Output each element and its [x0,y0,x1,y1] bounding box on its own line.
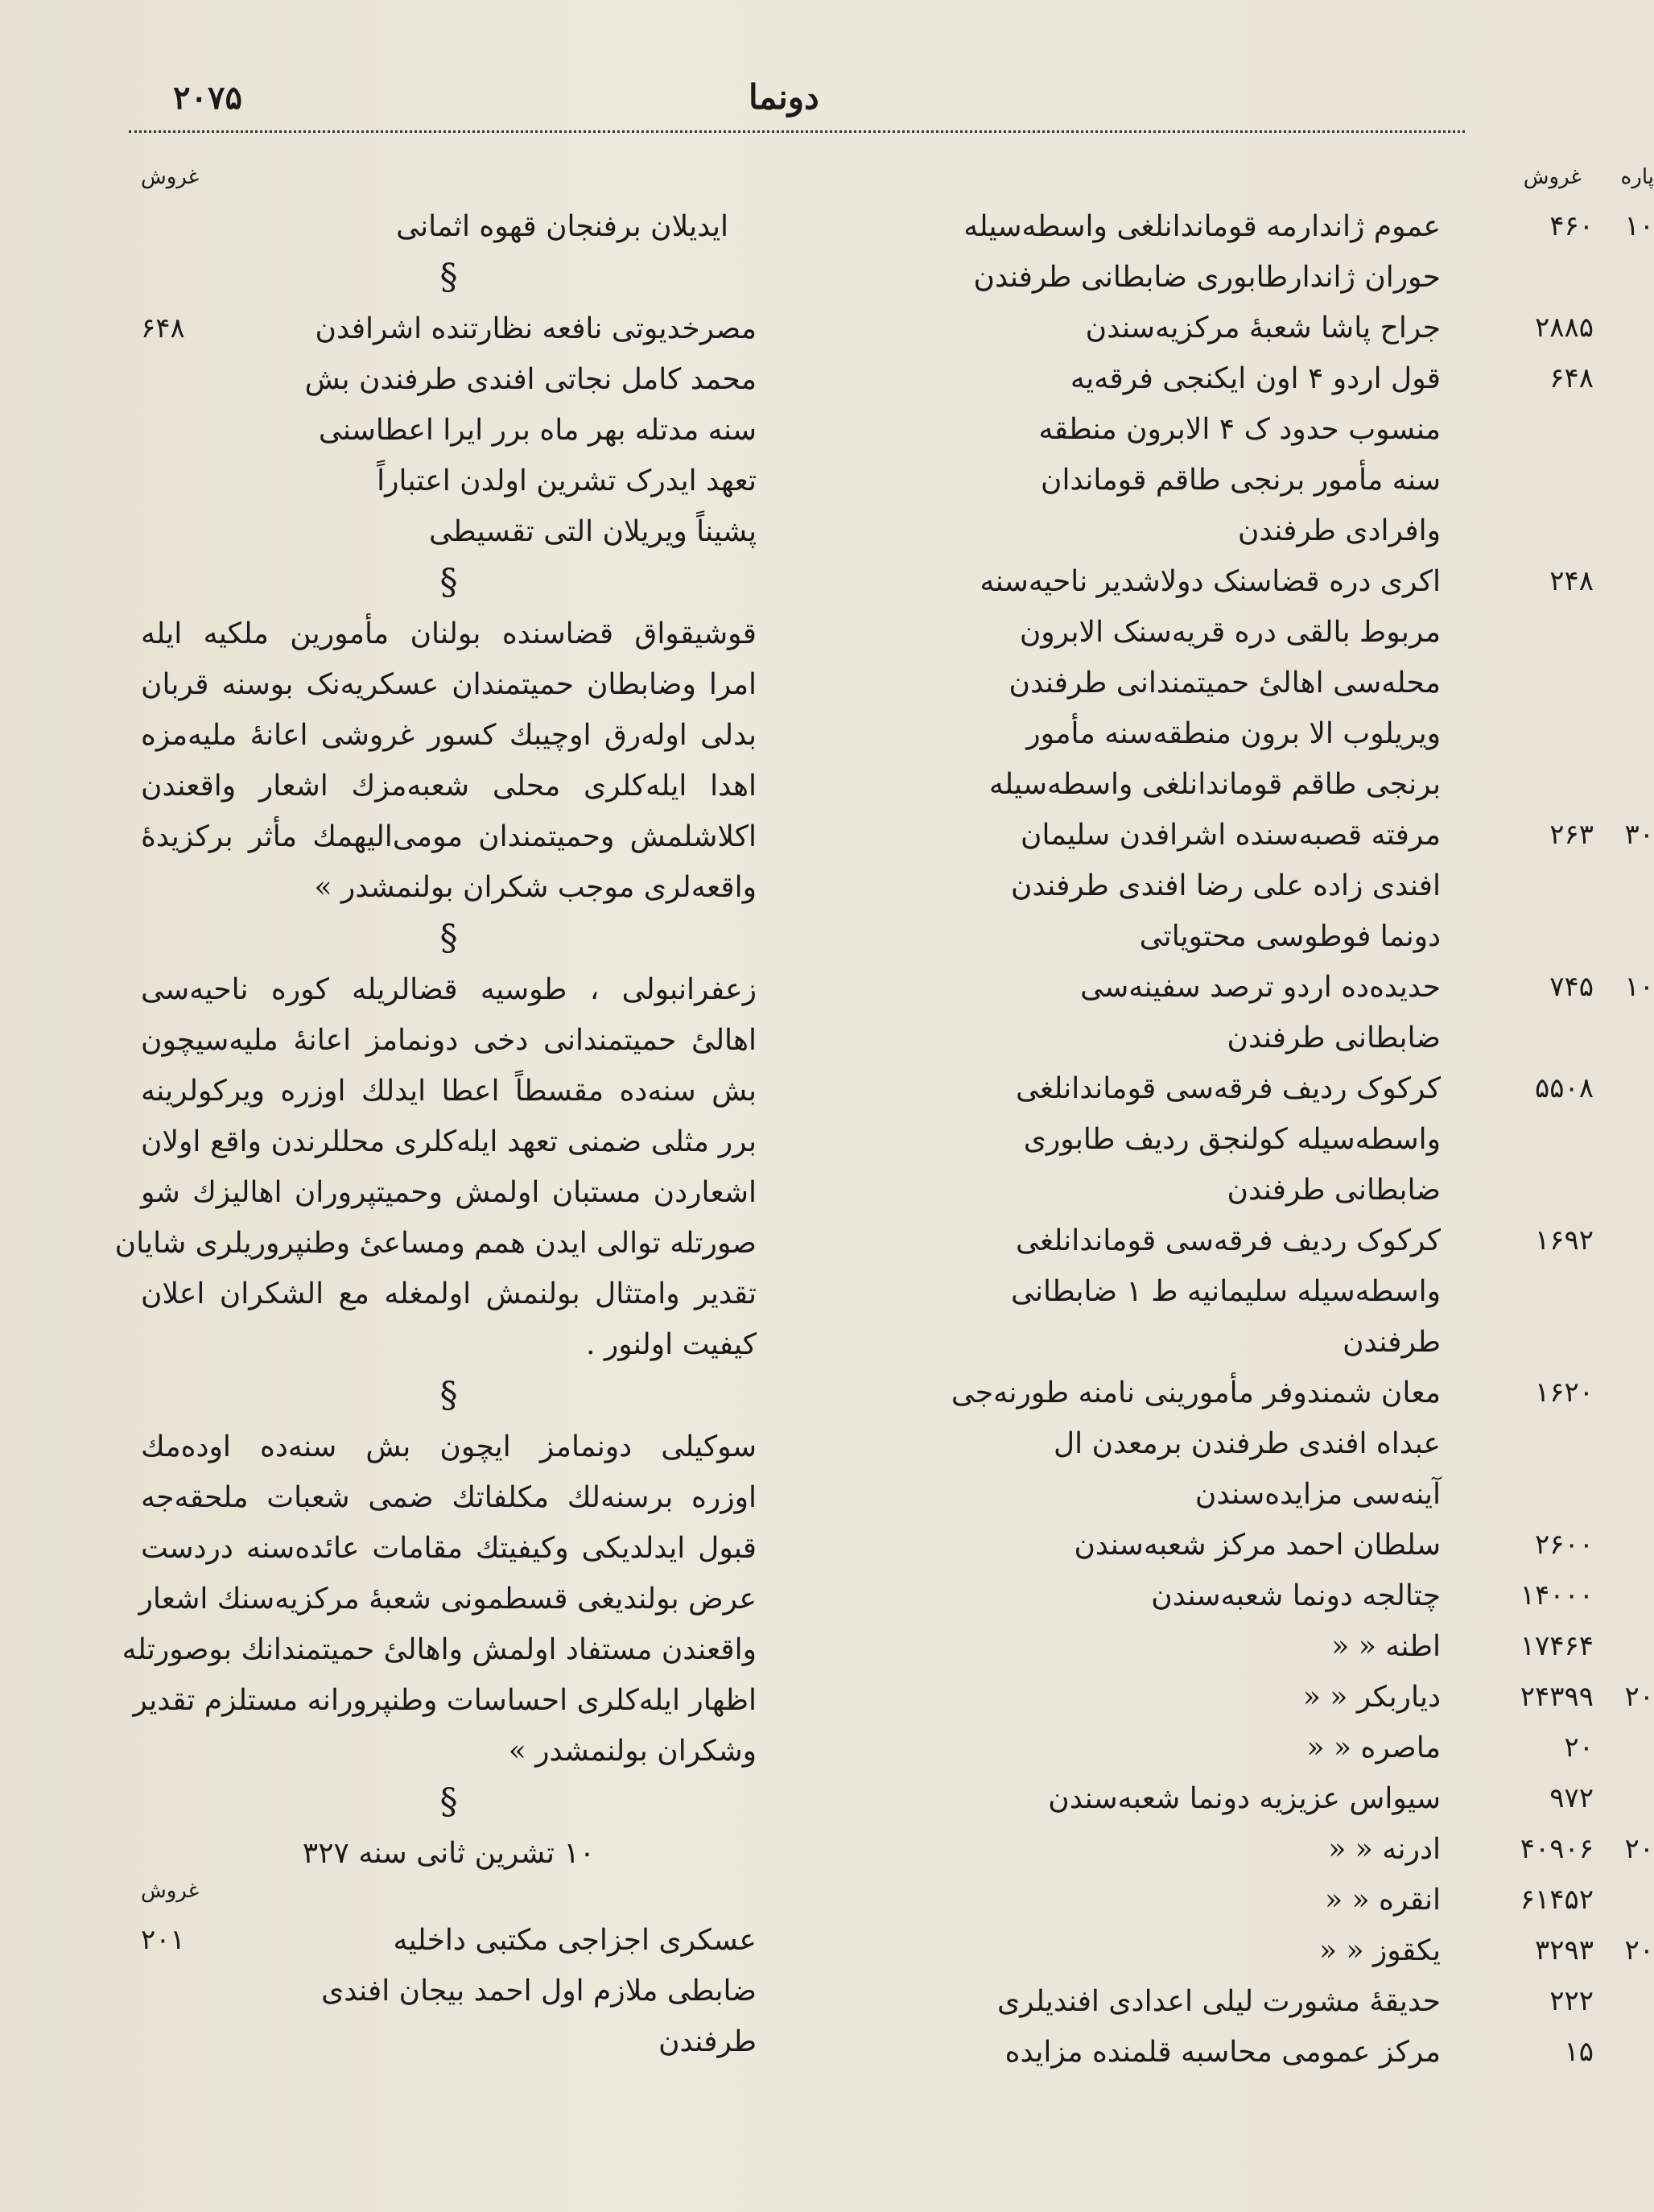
para-heading: پاره [1620,165,1654,189]
entry-line: واسطه‌سیله سلیمانیه ط ۱ ضابطانی [1010,1275,1441,1308]
text-line: ضابطی ملازم اول احمد بیجان افندی [321,1975,757,2008]
entry-para [1606,1368,1654,1418]
date-line: ۱۰ تشرین ثانی سنه ۳۲۷ [302,1837,596,1870]
entry-amount: ۲۴۸ [1549,565,1594,597]
left-column-header [141,157,757,201]
entry-para [1606,1875,1654,1925]
ledger-entry [829,556,1594,810]
entry-line: دیاربکر « « [1302,1681,1441,1714]
entry-para [1606,1570,1654,1621]
text-line: عرض بولندیغی قسطمونی شعبهٔ مرکزیه‌سنك اشعار [138,1583,757,1616]
entry-para [1606,1621,1654,1672]
entry-amount: ۶۱۴۵۲ [1520,1884,1594,1916]
ledger-entry [829,2027,1594,2078]
entry-line: ضابطانی طرفندن [1227,1174,1441,1207]
text-line: محمد کامل نجاتی افندی طرفندن بش [304,363,757,396]
text-line: تعهد ایدرک تشرین اولدن اعتباراً [377,464,757,497]
entry-text [245,1915,757,2067]
entry-line: ضابطانی طرفندن [1227,1021,1441,1054]
text-line: اوزره برسنه‌لك مکلفاتك ضمی شعبات ملحقه‌جه [141,1481,757,1514]
text-line: قوشیقواق قضاسنده بولنان مأمورین ملکیه ایله [141,617,757,650]
entry-para [1606,1976,1654,2027]
entry-amount: ۹۷۲ [1549,1782,1594,1814]
paragraph-1 [141,609,757,913]
entry-amount: ۱۴۰۰۰ [1520,1579,1594,1612]
left-entry-1 [141,303,757,557]
entry-line: معان شمندوفر مأمورینی نامنه طورنه‌جی [951,1376,1441,1409]
entry-para: ۲۰ [1624,1934,1654,1966]
entry-line: اطنه « « [1331,1630,1441,1663]
text-line: اظهار ایله‌کلری احساسات وطنپرورانه مستلزم تقدیر [133,1684,757,1717]
text-line: پشیناً ویریلان التی تقسیطی [429,515,757,548]
entry-line: عموم ژاندارمه قوماندانلغی واسطه‌سیله [963,210,1441,243]
entry-para [1606,353,1654,404]
entry-amount: ۷۴۵ [1549,971,1594,1003]
entry-amount: ۴۶۰ [1549,210,1594,242]
left-entry-2 [141,1915,757,2067]
ledger-entry [829,1976,1594,2027]
section-mark: § [439,1375,458,1416]
entry-line: اکری دره قضاسنک دولاشدیر ناحیه‌سنه [980,565,1441,598]
entry-amount: ۵۵۰۸ [1534,1072,1594,1104]
entry-line: حوران ژاندارطابوری ضابطانی طرفندن [973,261,1441,294]
ledger-entry [829,1773,1594,1824]
entry-amount: ۱۶۹۲ [1534,1224,1594,1257]
text-line: زعفرانبولی ، طوسیه قضالریله کوره ناحیه‌سی [141,973,757,1006]
ledger-entry [829,1368,1594,1520]
header-divider [129,130,1465,133]
ledger-entry [829,201,1654,303]
text-line: عسکری اجزاجی مکتبی داخلیه [393,1924,757,1957]
entry-amount: ۲۴۳۹۹ [1520,1681,1594,1713]
entry-line: آینه‌سی مزایده‌سندن [1194,1478,1441,1511]
ledger-entry [829,1621,1594,1672]
entry-line: حدیده‌ده اردو ترصد سفینه‌سی [1080,971,1441,1004]
entry-line: طرفندن [1343,1326,1441,1359]
text-line: اهدا ایله‌کلری محلی شعبه‌مزك اشعار واقعندن [141,770,757,803]
text-line: اکلاشلمش وحمیتمندان مومی‌الیهمك مأثر برکزیدهٔ [141,820,757,853]
entry-line: واسطه‌سیله کولنجق ردیف طابوری [1023,1123,1441,1156]
text-line: طرفندن [658,2025,757,2058]
entry-line: جراح پاشا شعبهٔ مرکزیه‌سندن [1085,312,1441,345]
entry-text [245,303,757,557]
entry-amount: ۶۴۸ [141,312,185,345]
entry-amount: ۲۰ [1564,1731,1594,1764]
text-line: برر مثلی ضمنی تعهد ایله‌کلری محللرندن واقع اولان [141,1125,757,1158]
entry-para [1606,1063,1654,1114]
right-entries-list [829,201,1654,2078]
entry-amount: ۱۵ [1564,2036,1594,2068]
entry-line: وافرادی طرفندن [1237,514,1441,547]
entry-para: ۳۰ [1624,819,1654,851]
text-line: اهالیٔ حمیتمندانی دخی دونمامز اعانهٔ ملیه‌سیچون [141,1024,757,1057]
text-line: واقعندن مستفاد اولمش واهالیٔ حمیتمندانك بوصورتله [122,1633,757,1666]
entry-line: ماصره « « [1306,1731,1441,1764]
left-column [114,157,757,2067]
page-number: ۲۰۷۵ [173,79,242,117]
entry-para: ۱۰ [1624,971,1654,1003]
text-line: بدلی اوله‌رق اوچیبك کسور غروشی اعانهٔ ملیه‌مزه [141,719,757,752]
entry-amount: ۲۲۲ [1549,1985,1594,2017]
entry-para [1606,1520,1654,1570]
entry-para: ۲۰ [1624,1833,1654,1865]
kurus-heading: غروش [1523,165,1582,189]
entry-line: مربوط بالقی دره قریه‌سنک الابرون [1019,616,1441,649]
right-column [829,157,1654,2078]
entry-line: کرکوک ردیف فرقه‌سی قوماندانلغی [1015,1072,1441,1105]
entry-amount: ۳۲۹۳ [1534,1934,1594,1966]
text-line: کیفیت اولنور . [586,1328,757,1361]
kurus-heading-left: غروش [141,165,200,189]
entry-line: برنجی طاقم قوماندانلغی واسطه‌سیله [988,768,1441,801]
entry-amount: ۶۴۸ [1549,362,1594,394]
entry-para [1606,1723,1654,1773]
ledger-entry [829,1672,1654,1723]
entry-amount: ۴۰۹۰۶ [1520,1833,1594,1865]
entry-amount: ۱۷۴۶۴ [1520,1630,1594,1662]
section-mark: § [439,918,458,959]
text-line: وشکران بولنمشدر » [508,1735,757,1768]
entry-amount: ۱۶۲۰ [1534,1376,1594,1409]
entry-para: ۱۰ [1624,210,1654,242]
text-line: سنه مدتله بهر ماه برر ایرا اعطاسنی [318,414,757,447]
entry-line: قول اردو ۴ اون ایکنجی فرقه‌یه [1070,362,1441,395]
kurus-heading-left-2: غروش [141,1879,200,1903]
text-line: قبول ایدلدیکی وکیفیتك مقامات عائده‌سنه دردست [141,1532,757,1565]
entry-para [1606,1773,1654,1824]
entry-line: منسوب حدود ک ۴ الابرون منطقه‌ [1038,413,1441,446]
entry-line: کرکوک ردیف فرقه‌سی قوماندانلغی [1015,1224,1441,1257]
entry-amount: ۲۰۱ [141,1924,185,1956]
text-line: سوکیلی دونمامز ایچون بش سنه‌ده اوده‌مك [141,1430,757,1463]
text-line: بش سنه‌ده مقسطاً اعطا ایدلك اوزره ویرکولرینه [141,1075,757,1108]
right-column-header [829,157,1654,201]
entry-para [1606,556,1654,607]
text-line: تقدیر وامتثال بولنمش اولمغله مع الشکران اعلان [141,1277,757,1310]
entry-line: محله‌سی اهالیٔ حمیتمندانی طرفندن [1008,666,1441,700]
ledger-entry [829,1925,1654,1976]
entry-line: ویریلوب الا برون منطقه‌سنه مأمور [1026,717,1441,750]
entry-line: سنه مأمور برنجی طاقم قوماندان [1041,464,1441,497]
entry-para [1606,303,1654,353]
paragraph-3 [122,1422,757,1777]
entry-amount: ۲۸۸۵ [1534,312,1594,344]
entry-line: چتالجه دونما شعبه‌سندن [1151,1579,1441,1612]
page-title: دونما [749,77,819,117]
ledger-entry [829,1723,1594,1773]
entry-para [1606,2027,1654,2078]
ledger-entry [829,1215,1594,1368]
entry-line: مرفته قصبه‌سنده اشرافدن سلیمان [1021,819,1441,852]
entry-line: دونما فوطوسی محتویاتی [1139,920,1441,953]
paragraph-2 [114,964,757,1370]
ledger-entry [829,810,1654,962]
entry-line: مرکز عمومی محاسبه قلمنده مزایده [1004,2036,1441,2069]
section-mark: § [439,1781,458,1822]
ledger-entry [829,353,1594,556]
ledger-entry [829,962,1654,1063]
entry-line: ادرنه « « [1328,1833,1441,1866]
entry-line: انقره « « [1325,1884,1441,1917]
entry-line: افندی زاده علی رضا افندی طرفندن [1010,869,1441,902]
text-line: مصرخدیوتی نافعه نظارتنده اشرافدن [315,312,757,345]
section-mark: § [439,257,458,298]
text-line: اشعاردن مستبان اولمش وحمیتپروران اهالیزك شو [141,1176,757,1209]
entry-line: سلطان احمد مرکز شعبه‌سندن [1074,1529,1441,1562]
entry-amount: ۲۶۰۰ [1534,1529,1594,1561]
ledger-entry [829,303,1594,353]
text-line: صورتله توالی ایدن همم ومساعیٔ وطنپروریلری شایان [114,1227,757,1260]
first-line: ایدیلان برفنجان قهوه اثمانی [396,210,728,243]
entry-line: حدیقهٔ مشورت لیلی اعدادی افندیلری [996,1985,1441,2018]
entry-line: یکقوز « « [1318,1934,1441,1967]
entry-line: سیواس عزیزیه دونما شعبه‌سندن [1048,1782,1441,1815]
text-line: واقعه‌لری موجب شکران بولنمشدر » [314,871,757,904]
ledger-entry [829,1570,1594,1621]
entry-para: ۲۰ [1624,1681,1654,1713]
section-mark: § [439,562,458,603]
entry-line: عبداه افندی طرفندن برمعدن ال [1054,1427,1441,1460]
text-line: امرا وضابطان حمیتمندان عسکریه‌نک بوسنه قربان [141,668,757,701]
entry-amount: ۲۶۳ [1549,819,1594,851]
ledger-entry [829,1875,1594,1925]
entry-para [1606,1215,1654,1266]
ledger-entry [829,1520,1594,1570]
left-column-header-2 [141,1879,757,1915]
ledger-entry [829,1063,1594,1215]
ledger-entry [829,1824,1654,1875]
